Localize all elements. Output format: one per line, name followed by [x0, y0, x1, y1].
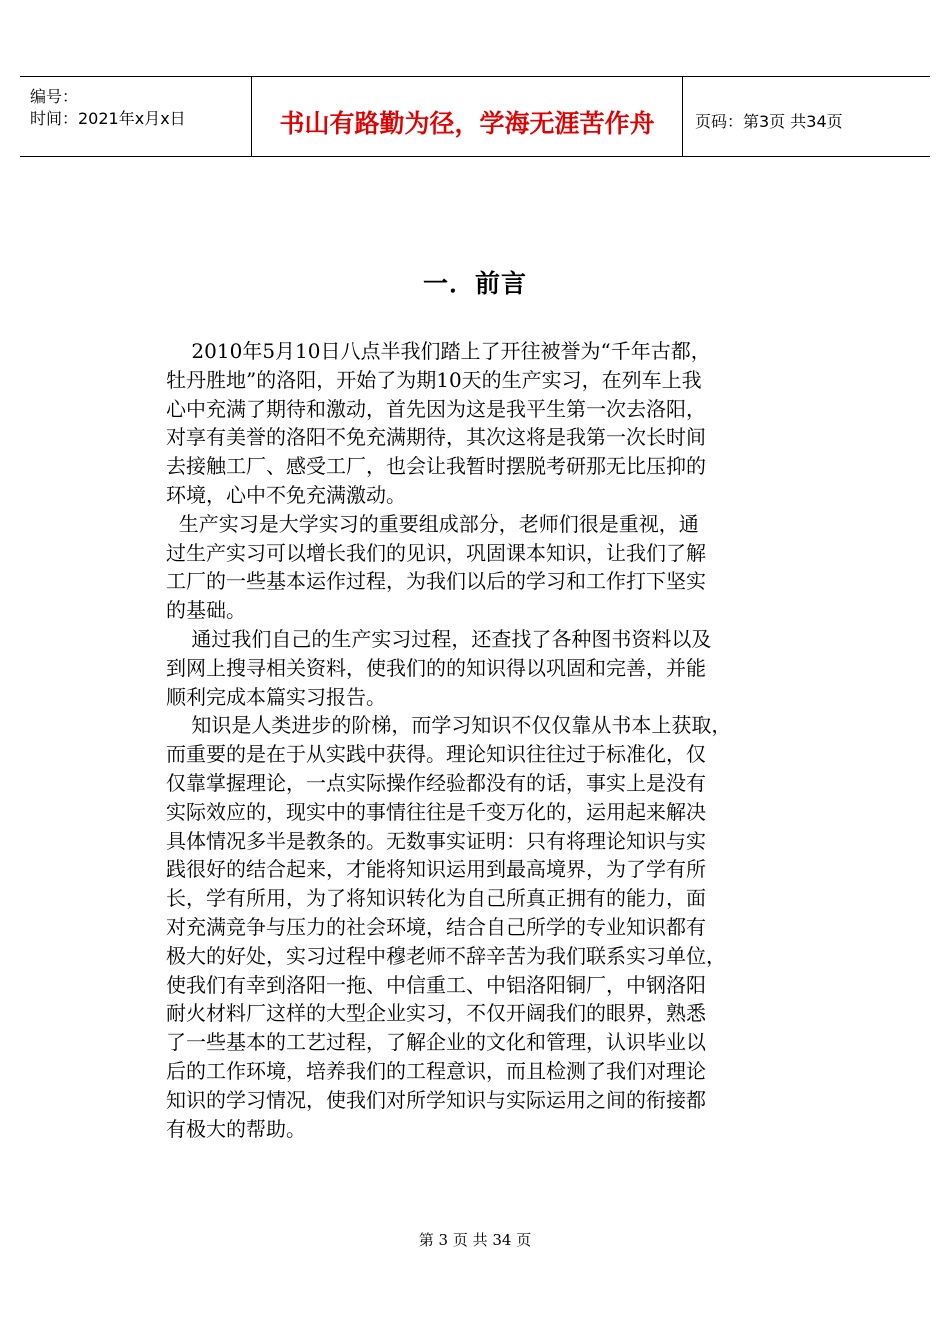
- text-line: 顺利完成本篇实习报告。: [166, 684, 386, 709]
- text-line: 环境，心中不免充满激动。: [166, 482, 406, 507]
- text-line: 工厂的一些基本运作过程，为我们以后的学习和工作打下坚实: [166, 569, 706, 594]
- text-line: 极大的好处，实习过程中穆老师不辞辛苦为我们联系实习单位，: [166, 943, 726, 968]
- text-line: 过生产实习可以增长我们的见识，巩固课本知识，让我们了解: [166, 540, 706, 565]
- text-line: 知识的学习情况，使我们对所学知识与实际运用之间的衔接都: [166, 1087, 706, 1112]
- text-line: 实际效应的，现实中的事情往往是千变万化的，运用起来解决: [166, 799, 706, 824]
- document-time-label: 时间：2021年x月x日: [30, 109, 186, 128]
- page-header: [20, 76, 930, 157]
- text-line: 知识是人类进步的阶梯，而学习知识不仅仅靠从书本上获取，: [166, 713, 732, 738]
- document-number-label: 编号：: [30, 87, 79, 106]
- text-line: 心中充满了期待和激动，首先因为这是我平生第一次去洛阳，: [166, 396, 706, 421]
- text-line: 对享有美誉的洛阳不免充满期待，其次这将是我第一次长时间: [166, 425, 706, 450]
- text-line: 使我们有幸到洛阳一拖、中信重工、中铝洛阳铜厂，中钢洛阳: [166, 972, 706, 997]
- text-line: 后的工作环境，培养我们的工程意识，而且检测了我们对理论: [166, 1058, 706, 1083]
- header-page-cell: [683, 77, 930, 156]
- header-motto-cell: [252, 77, 683, 156]
- page-footer: 第 3 页 共 34 页: [418, 1231, 532, 1249]
- text-line: 到网上搜寻相关资料，使我们的的知识得以巩固和完善，并能: [166, 655, 706, 680]
- header-page-info: 页码：第3页 共34页: [695, 112, 843, 131]
- section-heading: 一．前言: [422, 269, 527, 298]
- text-line: 去接触工厂、感受工厂，也会让我暂时摆脱考研那无比压抑的: [166, 454, 706, 479]
- text-line: 具体情况多半是教条的。无数事实证明：只有将理论知识与实: [166, 828, 706, 853]
- text-line: 践很好的结合起来，才能将知识运用到最高境界，为了学有所: [166, 857, 706, 882]
- text-line: 生产实习是大学实习的重要组成部分，老师们很是重视，通: [166, 511, 699, 536]
- text-line: 仅靠掌握理论，一点实际操作经验都没有的话，事实上是没有: [166, 770, 706, 795]
- text-line: 2010年5月10日八点半我们踏上了开往被誉为“千年古都，: [166, 339, 711, 363]
- text-line: 了一些基本的工艺过程，了解企业的文化和管理，认识毕业以: [166, 1030, 706, 1055]
- text-line: 有极大的帮助。: [166, 1116, 306, 1141]
- text-line: 长，学有所用，为了将知识转化为自己所真正拥有的能力，面: [166, 886, 706, 911]
- text-line: 牡丹胜地”的洛阳，开始了为期10天的生产实习，在列车上我: [166, 367, 702, 392]
- body-text: [166, 337, 796, 1143]
- text-line: 耐火材料厂这样的大型企业实习，不仅开阔我们的眼界，熟悉: [166, 1001, 706, 1026]
- header-motto: 书山有路勤为径，学海无涯苦作舟: [279, 109, 655, 138]
- header-meta-cell: [20, 77, 252, 156]
- text-line: 对充满竞争与压力的社会环境，结合自己所学的专业知识都有: [166, 914, 706, 939]
- text-line: 而重要的是在于从实践中获得。理论知识往往过于标准化，仅: [166, 742, 706, 767]
- text-line: 通过我们自己的生产实习过程，还查找了各种图书资料以及: [166, 626, 712, 651]
- text-line: 的基础。: [166, 598, 246, 623]
